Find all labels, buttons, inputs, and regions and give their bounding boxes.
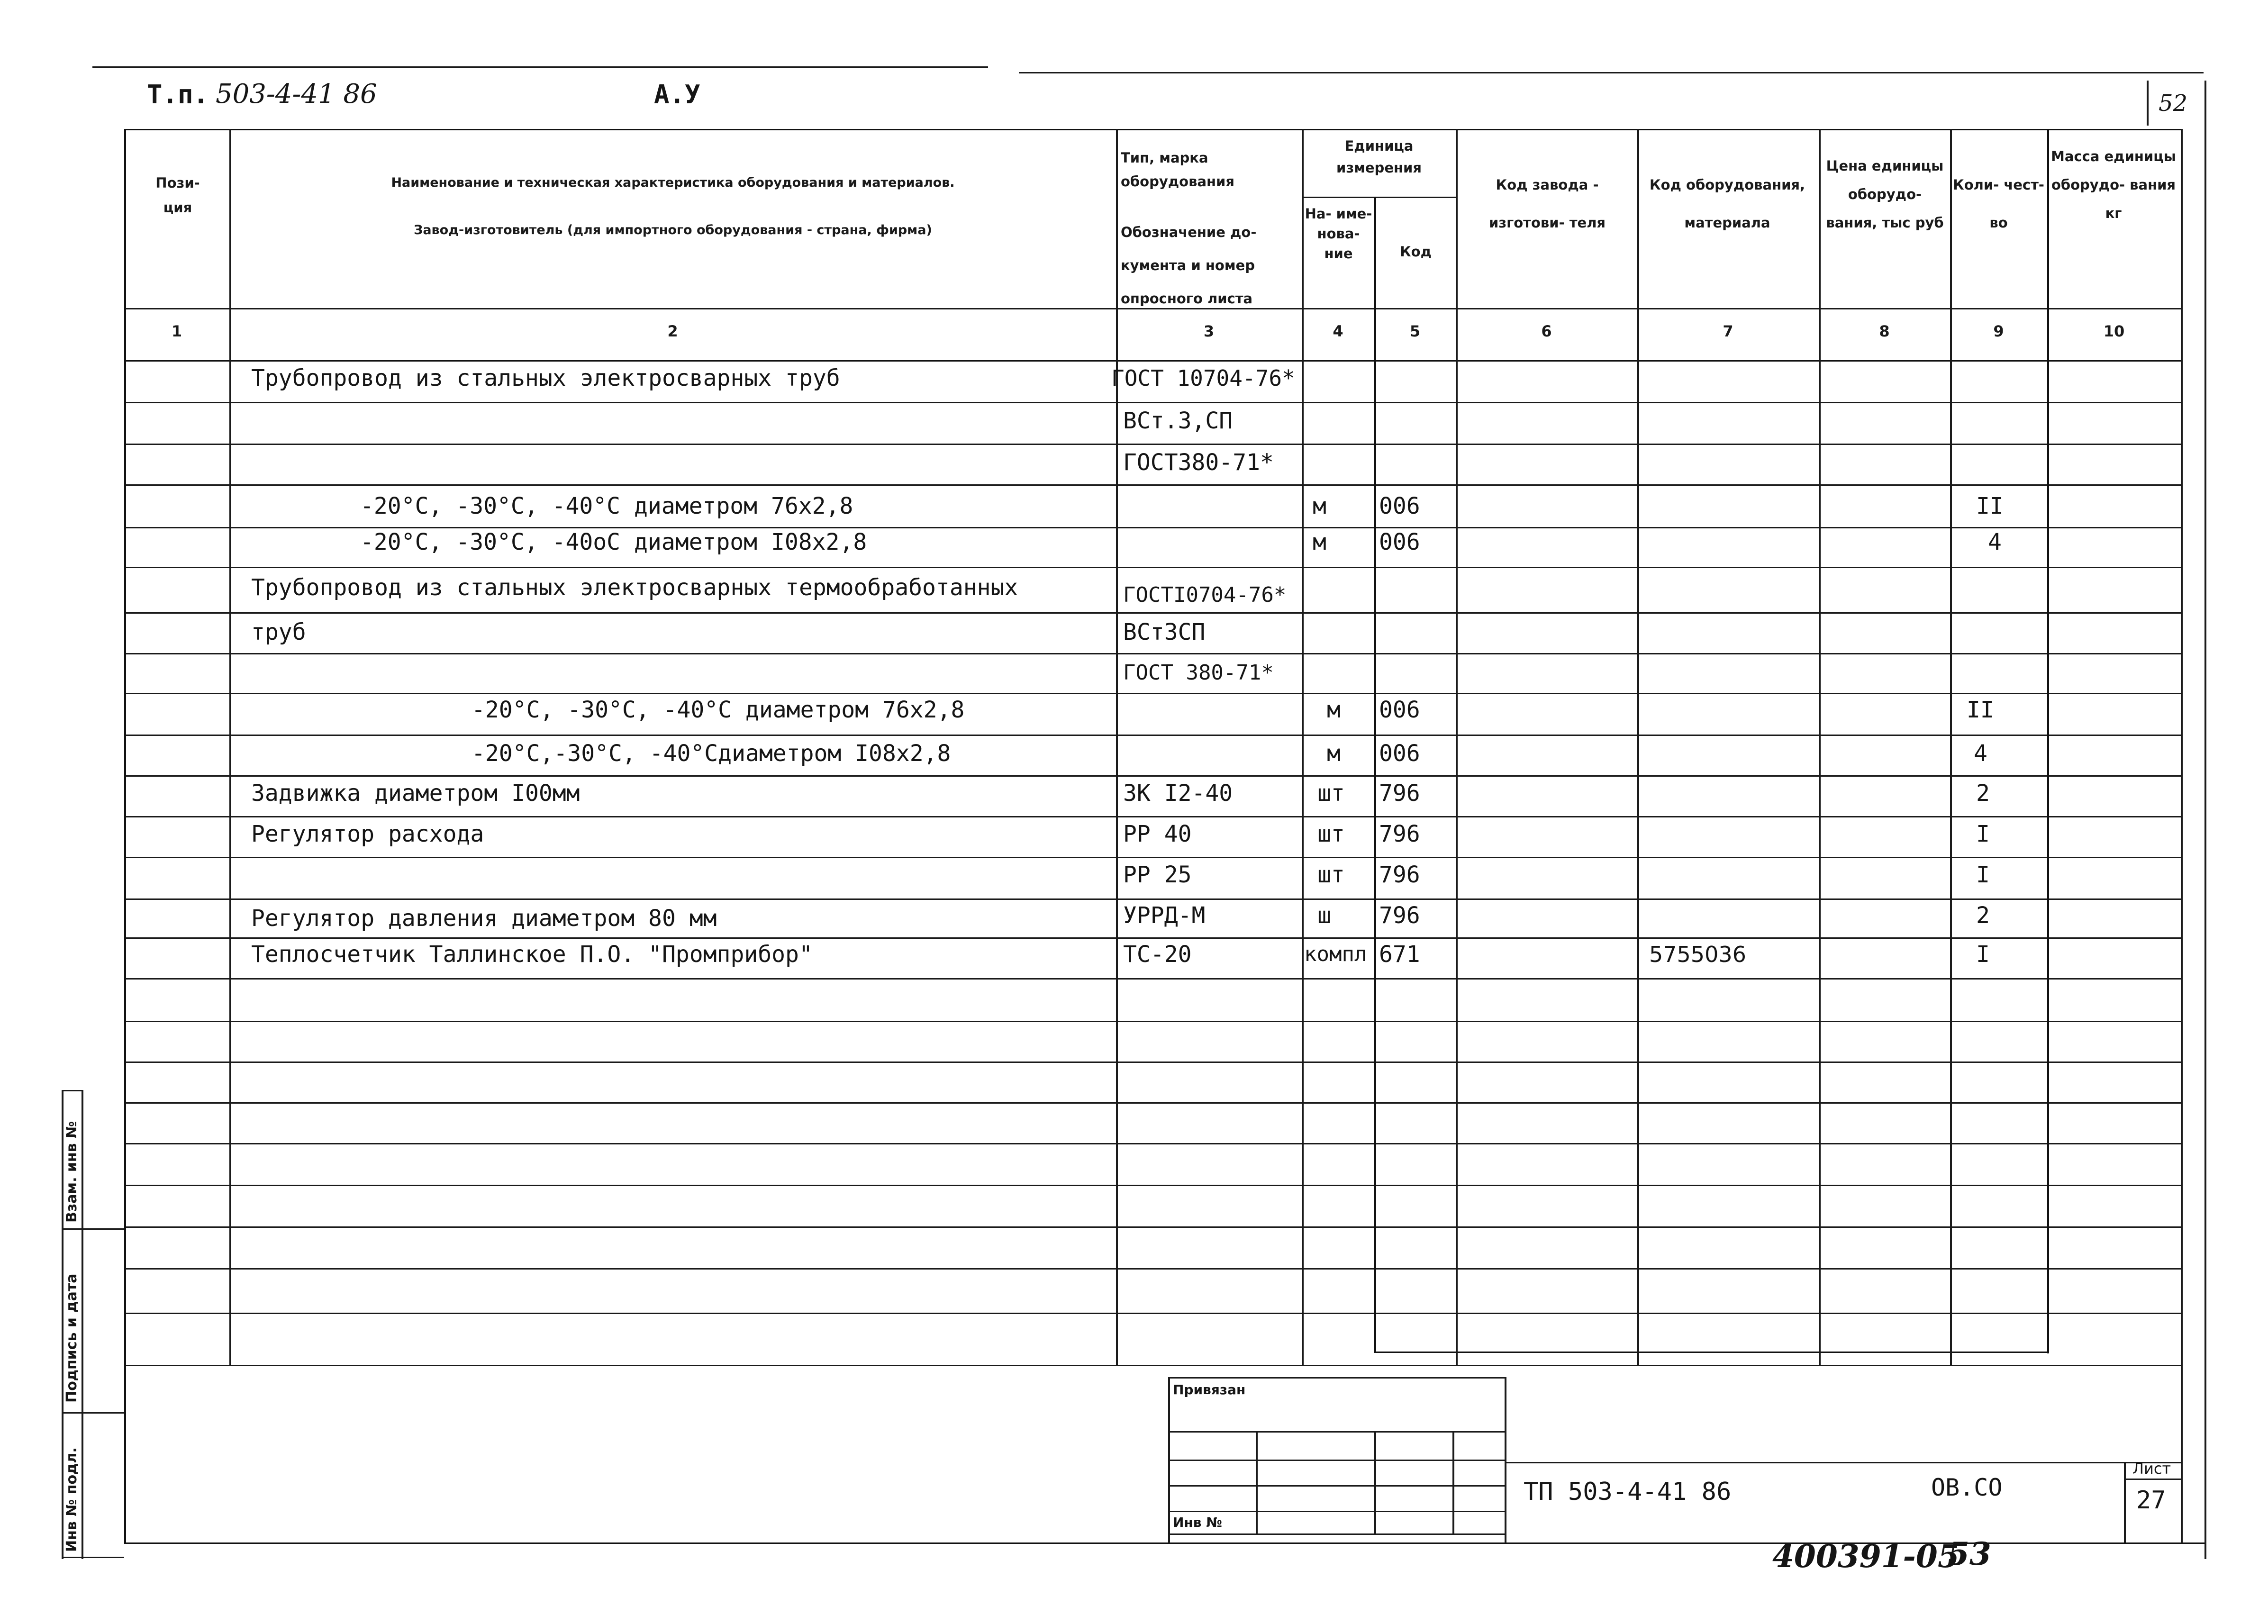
row-15-code-material: 5755036 bbox=[1649, 942, 1746, 967]
row-1-name: Трубопровод из стальных электросварных труб bbox=[251, 365, 840, 391]
row-11-type: ЗК I2-40 bbox=[1123, 780, 1233, 807]
row-14-type: УРРД-М bbox=[1123, 902, 1206, 929]
colnum-5: 5 bbox=[1409, 322, 1421, 340]
row-4-code: 006 bbox=[1379, 493, 1420, 519]
side-vzam-inv: Взам. инв № bbox=[64, 1121, 80, 1223]
row-13-type: РР 25 bbox=[1123, 862, 1192, 888]
colnum-7: 7 bbox=[1723, 322, 1733, 340]
row-4-qty: II bbox=[1976, 493, 2004, 519]
row-11-qty: 2 bbox=[1976, 780, 1990, 807]
row-10-unit: м bbox=[1327, 740, 1341, 767]
row-14-name: Регулятор давления диаметром 80 мм bbox=[251, 905, 717, 932]
row-14-unit: ш bbox=[1317, 902, 1331, 929]
row-15-unit: компл bbox=[1304, 942, 1367, 966]
header-quantity: Коли- чест- во bbox=[1953, 177, 2044, 231]
header-material-code: Код оборудования, материала bbox=[1649, 177, 1805, 231]
row-9-unit: м bbox=[1327, 697, 1341, 723]
page-corner-number: 52 bbox=[2159, 90, 2188, 117]
title-doc-code: ТП 503-4-41 86 bbox=[1524, 1478, 1732, 1506]
colnum-10: 10 bbox=[2103, 322, 2125, 340]
row-1-type: ГОСТ 10704-76* bbox=[1111, 365, 1295, 391]
row-5-code: 006 bbox=[1379, 529, 1420, 555]
colnum-9: 9 bbox=[1993, 322, 2004, 340]
header-mass: Масса единицы оборудо- вания кг bbox=[2051, 148, 2176, 221]
row-8-type: ГОСТ 380-71* bbox=[1123, 661, 1274, 685]
header-unit-group: Единица измерения bbox=[1336, 138, 1422, 176]
row-7-type: ВСт3СП bbox=[1123, 619, 1206, 645]
row-4-unit: м bbox=[1313, 493, 1326, 519]
row-5-name: -20°С, -30°С, -40оС диаметром I08х2,8 bbox=[360, 529, 867, 555]
row-3-type: ГОСТ380-71* bbox=[1123, 449, 1274, 476]
header-unit-code: Код bbox=[1399, 244, 1432, 260]
header-type-line2: Обозначение до- кумента и номер опросного листа bbox=[1121, 224, 1257, 307]
tp-number: 503-4-41 86 bbox=[216, 79, 377, 109]
colnum-2: 2 bbox=[667, 322, 678, 340]
row-9-name: -20°С, -30°С, -40°С диаметром 76х2,8 bbox=[472, 697, 965, 723]
row-13-qty: I bbox=[1976, 862, 1990, 888]
side-sign-date: Подпись и дата bbox=[64, 1273, 80, 1403]
footer-page-number: 53 bbox=[1948, 1535, 1991, 1572]
row-12-qty: I bbox=[1976, 821, 1990, 847]
row-12-name: Регулятор расхода bbox=[251, 821, 484, 847]
title-privyazan: Привязан bbox=[1173, 1382, 1246, 1397]
row-15-code: 671 bbox=[1379, 941, 1420, 968]
row-15-name: Теплосчетчик Таллинское П.О. "Промприбор" bbox=[251, 941, 813, 968]
row-14-qty: 2 bbox=[1976, 902, 1990, 929]
row-6-type: ГОСТI0704-76* bbox=[1123, 583, 1287, 607]
header-position: Пози- ция bbox=[155, 175, 200, 216]
row-15-qty: I bbox=[1976, 941, 1990, 968]
row-12-type: РР 40 bbox=[1123, 821, 1192, 847]
colnum-3: 3 bbox=[1203, 322, 1215, 340]
row-9-code: 006 bbox=[1379, 697, 1420, 723]
row-14-code: 796 bbox=[1379, 902, 1420, 929]
title-inv-no: Инв № bbox=[1173, 1515, 1222, 1530]
colnum-4: 4 bbox=[1333, 322, 1343, 340]
side-inv-orig: Инв № подл. bbox=[64, 1447, 80, 1552]
section-mark: А.У bbox=[654, 80, 700, 109]
row-7-name: труб bbox=[251, 619, 306, 645]
header-plant-code: Код завода - изготови- теля bbox=[1488, 177, 1606, 231]
row-11-name: Задвижка диаметром I00мм bbox=[251, 780, 580, 807]
header-name-line1: Наименование и техническая характеристика оборудования и материалов. bbox=[391, 175, 955, 190]
colnum-1: 1 bbox=[171, 322, 182, 340]
header-unit-name: На- име- нова- ние bbox=[1305, 206, 1372, 262]
title-sheet-label: Лист bbox=[2132, 1460, 2171, 1478]
row-9-qty: II bbox=[1967, 697, 1994, 723]
header-name-line2: Завод-изготовитель (для импортного оборудования - страна, фирма) bbox=[414, 223, 932, 237]
row-10-name: -20°С,-30°С, -40°Сдиаметром I08х2,8 bbox=[472, 740, 951, 767]
tp-prefix: Т.п. bbox=[147, 80, 209, 109]
row-4-name: -20°С, -30°С, -40°С диаметром 76х2,8 bbox=[360, 493, 853, 519]
row-15-type: ТС-20 bbox=[1123, 941, 1192, 968]
row-5-qty: 4 bbox=[1988, 529, 2002, 555]
header-unit-price: Цена единицы оборудо- вания, тыс руб bbox=[1826, 158, 1944, 231]
row-11-code: 796 bbox=[1379, 780, 1420, 807]
row-6-name: Трубопровод из стальных электросварных термообработанных bbox=[251, 574, 1018, 601]
row-13-unit: шт bbox=[1317, 862, 1345, 888]
header-type-line1: Тип, марка оборудования bbox=[1121, 150, 1235, 190]
row-11-unit: шт bbox=[1317, 780, 1345, 807]
row-12-unit: шт bbox=[1317, 821, 1345, 847]
row-10-qty: 4 bbox=[1974, 740, 1987, 767]
row-10-code: 006 bbox=[1379, 740, 1420, 767]
title-doc-mark: ОВ.СО bbox=[1931, 1474, 2003, 1501]
colnum-6: 6 bbox=[1541, 322, 1552, 340]
row-5-unit: м bbox=[1313, 529, 1326, 555]
row-12-code: 796 bbox=[1379, 821, 1420, 847]
colnum-8: 8 bbox=[1879, 322, 1890, 340]
row-13-code: 796 bbox=[1379, 862, 1420, 888]
row-2-type: ВСт.3,СП bbox=[1123, 408, 1233, 434]
footer-archive-number: 400391-05 bbox=[1772, 1538, 1960, 1575]
title-sheet-number: 27 bbox=[2136, 1486, 2166, 1515]
